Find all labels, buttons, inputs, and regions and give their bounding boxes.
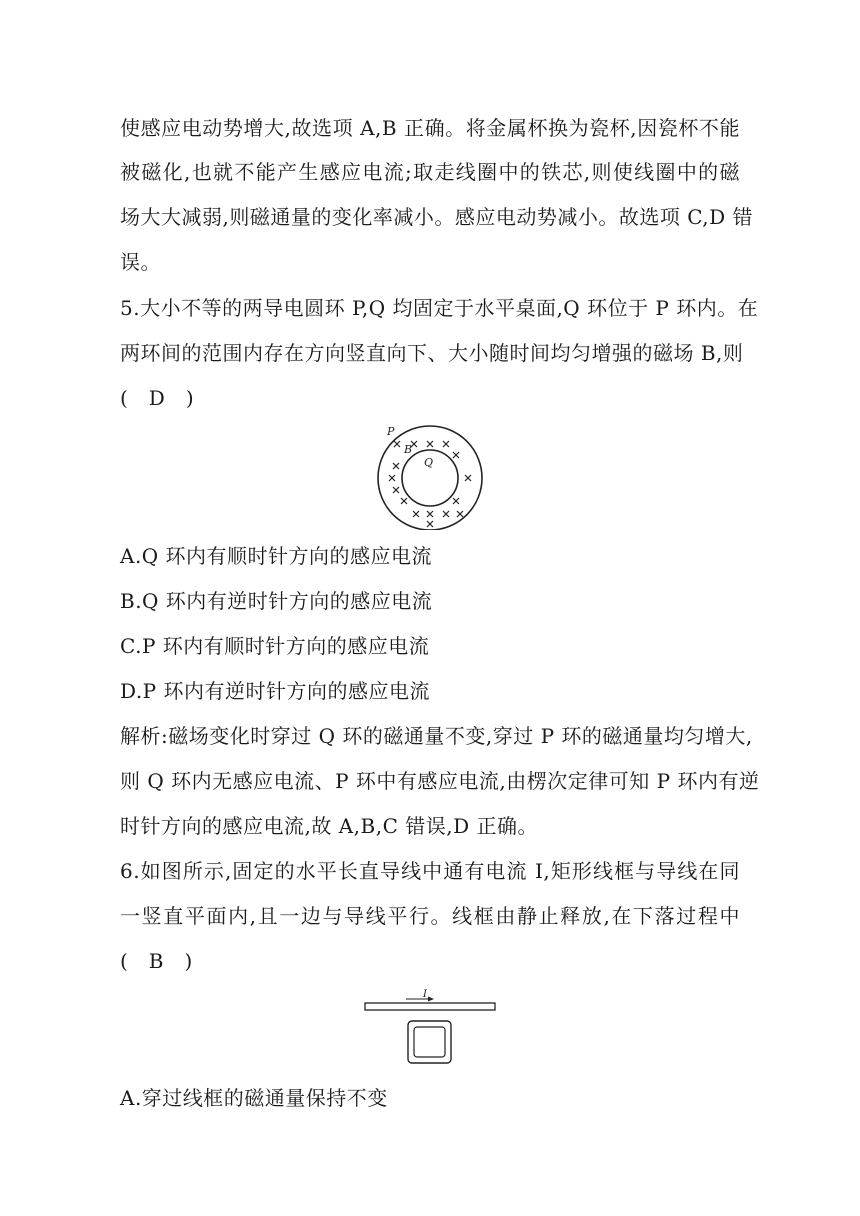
straight-wire <box>365 1003 495 1010</box>
intro-line-1: 使感应电动势增大,故选项 A,B 正确。将金属杯换为瓷杯,因瓷杯不能 <box>120 116 740 140</box>
q5-answer: ( D ) <box>120 386 195 410</box>
field-cross-mark <box>427 521 433 527</box>
q6-answer: ( B ) <box>120 949 193 973</box>
field-cross-mark <box>457 511 463 517</box>
q6-stem-line-1: 6.如图所示,固定的水平长直导线中通有电流 I,矩形线框与导线在同 <box>120 859 740 883</box>
field-cross-mark <box>393 487 399 493</box>
intro-line-4: 误。 <box>120 250 161 274</box>
q6-option-a: A.穿过线框的磁通量保持不变 <box>120 1086 388 1110</box>
q5-stem-line-2: 两环间的范围内存在方向竖直向下、大小随时间均匀增强的磁场 B,则 <box>120 341 744 365</box>
q5-stem-line-1: 5.大小不等的两导电圆环 P,Q 均固定于水平桌面,Q 环位于 P 环内。在 <box>120 296 759 320</box>
current-label: I <box>423 989 427 1000</box>
q5-analysis-line-3: 时针方向的感应电流,故 A,B,C 错误,D 正确。 <box>120 814 538 838</box>
field-cross-mark <box>427 511 433 517</box>
field-cross-mark <box>413 511 419 517</box>
field-cross-mark <box>389 475 395 481</box>
q6-wire-frame-figure <box>364 988 498 1066</box>
q5-option-a: A.Q 环内有顺时针方向的感应电流 <box>120 544 433 568</box>
field-label: B <box>404 443 413 456</box>
q5-ring-figure <box>372 422 488 530</box>
intro-line-2: 被磁化,也就不能产生感应电流;取走线圈中的铁芯,则使线圈中的磁 <box>120 160 740 184</box>
field-cross-mark <box>401 498 407 504</box>
q5-option-d: D.P 环内有逆时针方向的感应电流 <box>120 679 430 703</box>
field-cross-mark <box>427 441 433 447</box>
inner-ring-label: Q <box>424 456 434 469</box>
outer-ring-label: P <box>387 425 395 438</box>
field-cross-mark <box>453 452 459 458</box>
q5-analysis-line-1: 解析:磁场变化时穿过 Q 环的磁通量不变,穿过 P 环的磁通量均匀增大, <box>120 724 753 748</box>
field-cross-mark <box>465 475 471 481</box>
intro-line-3: 场大大减弱,则磁通量的变化率减小。感应电动势减小。故选项 C,D 错 <box>120 205 754 229</box>
field-cross-mark <box>453 498 459 504</box>
field-cross-mark <box>393 463 399 469</box>
field-cross-mark <box>443 511 449 517</box>
q5-option-c: C.P 环内有顺时针方向的感应电流 <box>120 634 430 658</box>
q5-option-b: B.Q 环内有逆时针方向的感应电流 <box>120 589 433 613</box>
q5-analysis-line-2: 则 Q 环内无感应电流、P 环中有感应电流,由楞次定律可知 P 环内有逆 <box>120 769 760 793</box>
field-cross-mark <box>443 441 449 447</box>
field-cross-mark <box>394 441 400 447</box>
q6-stem-line-2: 一竖直平面内,且一边与导线平行。线框由静止释放,在下落过程中 <box>120 904 740 928</box>
